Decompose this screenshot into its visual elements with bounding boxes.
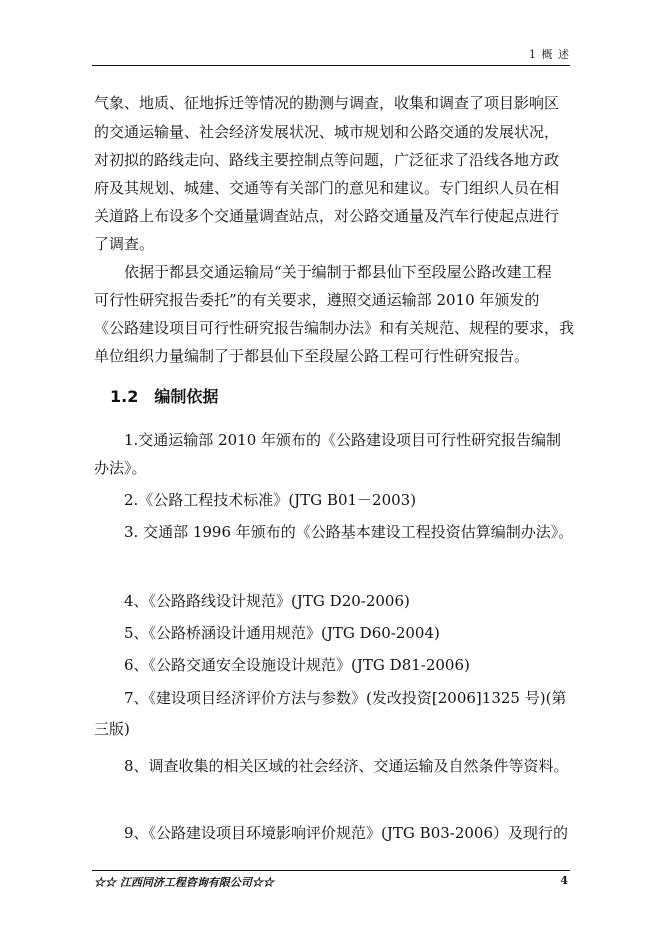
list-item: 1.交通运输部 2010 年颁布的《公路建设项目可行性研究报告编制 bbox=[124, 431, 562, 449]
list-item: 7、《建设项目经济评价方法与参数》(发改投资[2006]1325 号)(第 bbox=[124, 689, 567, 707]
text-line: 单位组织力量编制了于都县仙下至段屋公路工程可行性研究报告。 bbox=[94, 347, 530, 365]
list-item: 2.《公路工程技术标准》(JTG B01－2003) bbox=[124, 491, 417, 509]
list-item: 3. 交通部 1996 年颁布的《公路基本建设工程投资估算编制办法》。 bbox=[124, 523, 574, 541]
list-item: 6、《公路交通安全设施设计规范》(JTG D81-2006) bbox=[124, 656, 470, 674]
page-number: 4 bbox=[560, 874, 568, 887]
footer-company: ☆☆ 江西同济工程咨询有限公司☆☆ bbox=[94, 876, 274, 889]
list-item: 8、调查收集的相关区域的社会经济、交通运输及自然条件等资料。 bbox=[124, 757, 569, 775]
text-line: 可行性研究报告委托”的有关要求，遵照交通运输部 2010 年颁发的 bbox=[94, 291, 540, 309]
text-line: 关道路上布设多个交通量调查站点，对公路交通量及汽车行使起点进行 bbox=[94, 207, 560, 225]
text-line: 了调查。 bbox=[94, 235, 155, 253]
list-item: 9、《公路建设项目环境影响评价规范》(JTG B03-2006）及现行的 bbox=[124, 824, 569, 842]
section-title: 编制依据 bbox=[154, 387, 219, 406]
header-rule bbox=[92, 65, 570, 66]
list-item-continuation: 三版) bbox=[94, 720, 130, 738]
running-header: 1 概 述 bbox=[529, 48, 570, 61]
section-heading bbox=[110, 384, 218, 407]
text-line: 的交通运输量、社会经济发展状况、城市规划和公路交通的发展状况， bbox=[94, 123, 560, 141]
text-line: 依据于都县交通运输局“关于编制于都县仙下至段屋公路改建工程 bbox=[124, 263, 552, 281]
text-line: 气象、地质、征地拆迁等情况的勘测与调查，收集和调查了项目影响区 bbox=[94, 94, 560, 112]
text-line: 府及其规划、城建、交通等有关部门的意见和建议。专门组织人员在相 bbox=[94, 179, 560, 197]
section-number: 1.2 bbox=[110, 387, 139, 406]
text-line: 《公路建设项目可行性研究报告编制办法》和有关规范、规程的要求，我 bbox=[94, 319, 575, 337]
list-item: 4、《公路路线设计规范》(JTG D20-2006) bbox=[124, 592, 410, 610]
list-item: 5、《公路桥涵设计通用规范》(JTG D60-2004) bbox=[124, 624, 440, 642]
list-item-continuation: 办法》。 bbox=[94, 459, 147, 477]
text-line: 对初拟的路线走向、路线主要控制点等问题，广泛征求了沿线各地方政 bbox=[94, 151, 560, 169]
footer-rule bbox=[92, 870, 570, 871]
